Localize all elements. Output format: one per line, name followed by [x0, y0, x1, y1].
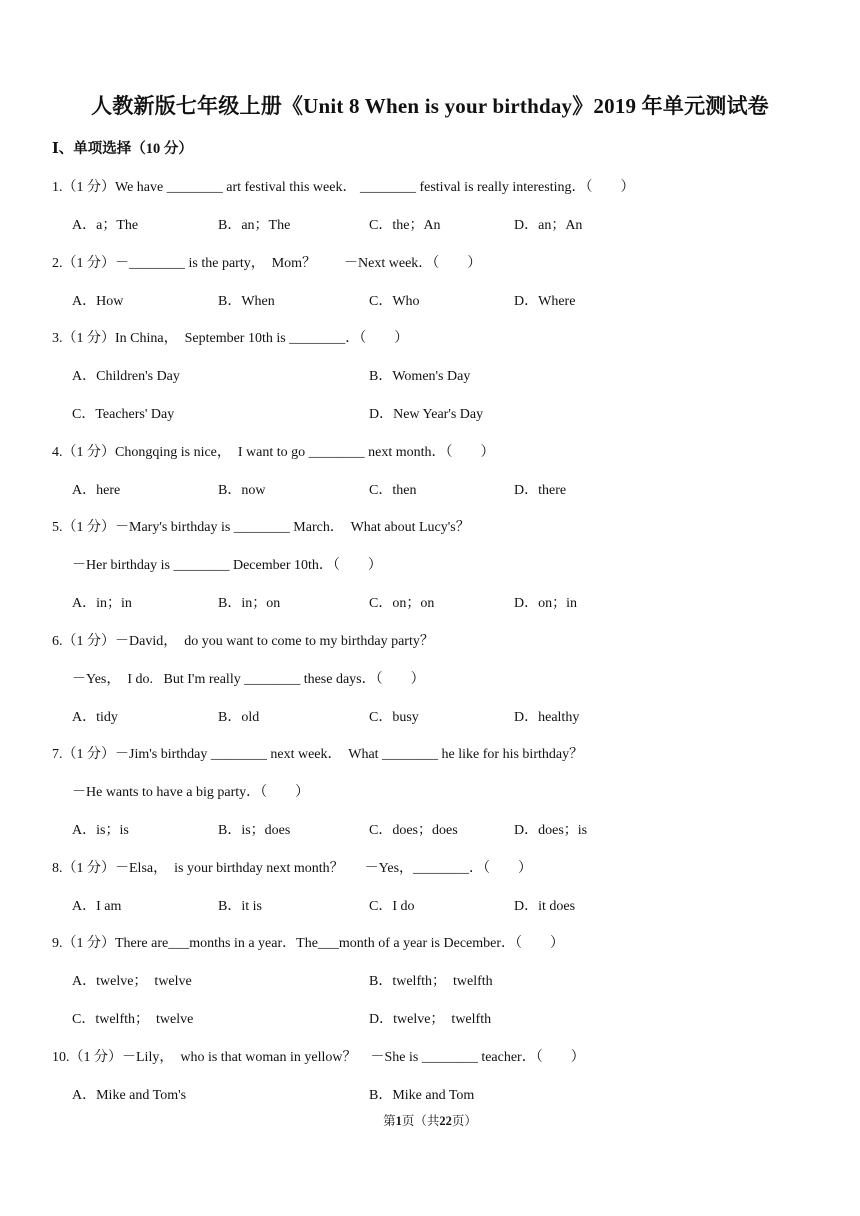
question-1-option-c: C．the；An — [369, 218, 441, 233]
question-3-option-b: B．Women's Day — [369, 369, 471, 384]
footer-page-number: 1 — [395, 1114, 402, 1128]
question-4-option-c: C．then — [369, 483, 417, 498]
question-2-stem: 2.（1 分）－________ is the party， Mom？ －Next week．（ ） — [52, 256, 482, 271]
question-6-stem-reply: －Yes， I do. But I'm really ________ these days．（ ） — [72, 672, 425, 687]
question-10-stem: 10.（1 分）－Lily， who is that woman in yellow？ －She is ________ teacher．（ ） — [52, 1050, 585, 1065]
footer-prefix: 第 — [383, 1114, 396, 1128]
section-heading: Ⅰ、单项选择（10 分） — [52, 141, 193, 157]
question-8-option-b: B．it is — [218, 899, 262, 914]
question-6-option-b: B．old — [218, 710, 260, 725]
question-2-option-a: A．How — [72, 294, 124, 309]
question-5-stem-reply: －Her birthday is ________ December 10th．（ ） — [72, 558, 382, 573]
question-1-option-a: A．a；The — [72, 218, 139, 233]
question-8-option-d: D．it does — [514, 899, 576, 914]
question-7-option-b: B．is；does — [218, 823, 291, 838]
question-2-option-d: D．Where — [514, 294, 576, 309]
question-2-option-b: B．When — [218, 294, 275, 309]
question-3-option-c: C．Teachers' Day — [72, 407, 175, 422]
question-8-option-a: A．I am — [72, 899, 122, 914]
question-7-option-a: A．is；is — [72, 823, 129, 838]
question-5-stem: 5.（1 分）－Mary's birthday is ________ March． What about Lucy's？ — [52, 520, 470, 535]
question-6-stem: 6.（1 分）－David， do you want to come to my birthday party？ — [52, 634, 434, 649]
question-9-option-b: B．twelfth； twelfth — [369, 974, 493, 989]
footer-mid: 页（共 — [401, 1114, 440, 1128]
question-1-option-b: B．an；The — [218, 218, 291, 233]
question-4-option-b: B．now — [218, 483, 266, 498]
page-footer — [0, 1111, 860, 1129]
question-5-option-a: A．in；in — [72, 596, 132, 611]
question-9-option-a: A．twelve； twelve — [72, 974, 192, 989]
question-7-stem-reply: －He wants to have a big party．（ ） — [72, 785, 310, 800]
question-3-option-a: A．Children's Day — [72, 369, 180, 384]
question-7-stem: 7.（1 分）－Jim's birthday ________ next week． What ________ he like for his birthday？ — [52, 747, 584, 762]
question-1-option-d: D．an；An — [514, 218, 583, 233]
question-9-stem: 9.（1 分）There are___months in a year．The___month of a year is December．（ ） — [52, 936, 565, 951]
question-10-option-a: A．Mike and Tom's — [72, 1088, 187, 1103]
question-4-option-d: D．there — [514, 483, 567, 498]
footer-total-pages: 22 — [439, 1114, 452, 1128]
question-8-stem: 8.（1 分）－Elsa， is your birthday next month？ －Yes，________．（ ） — [52, 861, 533, 876]
question-10-option-b: B．Mike and Tom — [369, 1088, 475, 1103]
footer-suffix: 页） — [451, 1114, 477, 1128]
question-6-option-d: D．healthy — [514, 710, 580, 725]
question-6-option-c: C．busy — [369, 710, 419, 725]
question-5-option-c: C．on；on — [369, 596, 435, 611]
question-4-option-a: A．here — [72, 483, 121, 498]
question-4-stem: 4.（1 分）Chongqing is nice， I want to go ________ next month．（ ） — [52, 445, 495, 460]
question-3-stem: 3.（1 分）In China， September 10th is ________．（ ） — [52, 331, 409, 346]
question-5-option-b: B．in；on — [218, 596, 281, 611]
document-title: 人教新版七年级上册《Unit 8 When is your birthday》2019 年单元测试卷 — [91, 94, 769, 118]
question-9-option-c: C．twelfth； twelve — [72, 1012, 194, 1027]
question-7-option-c: C．does；does — [369, 823, 458, 838]
question-8-option-c: C．I do — [369, 899, 415, 914]
question-7-option-d: D．does；is — [514, 823, 588, 838]
question-2-option-c: C．Who — [369, 294, 420, 309]
question-6-option-a: A．tidy — [72, 710, 118, 725]
question-5-option-d: D．on；in — [514, 596, 577, 611]
question-3-option-d: D．New Year's Day — [369, 407, 484, 422]
question-9-option-d: D．twelve； twelfth — [369, 1012, 492, 1027]
question-1-stem: 1.（1 分）We have ________ art festival this week． ________ festival is really interesting．（ ） — [52, 180, 635, 195]
